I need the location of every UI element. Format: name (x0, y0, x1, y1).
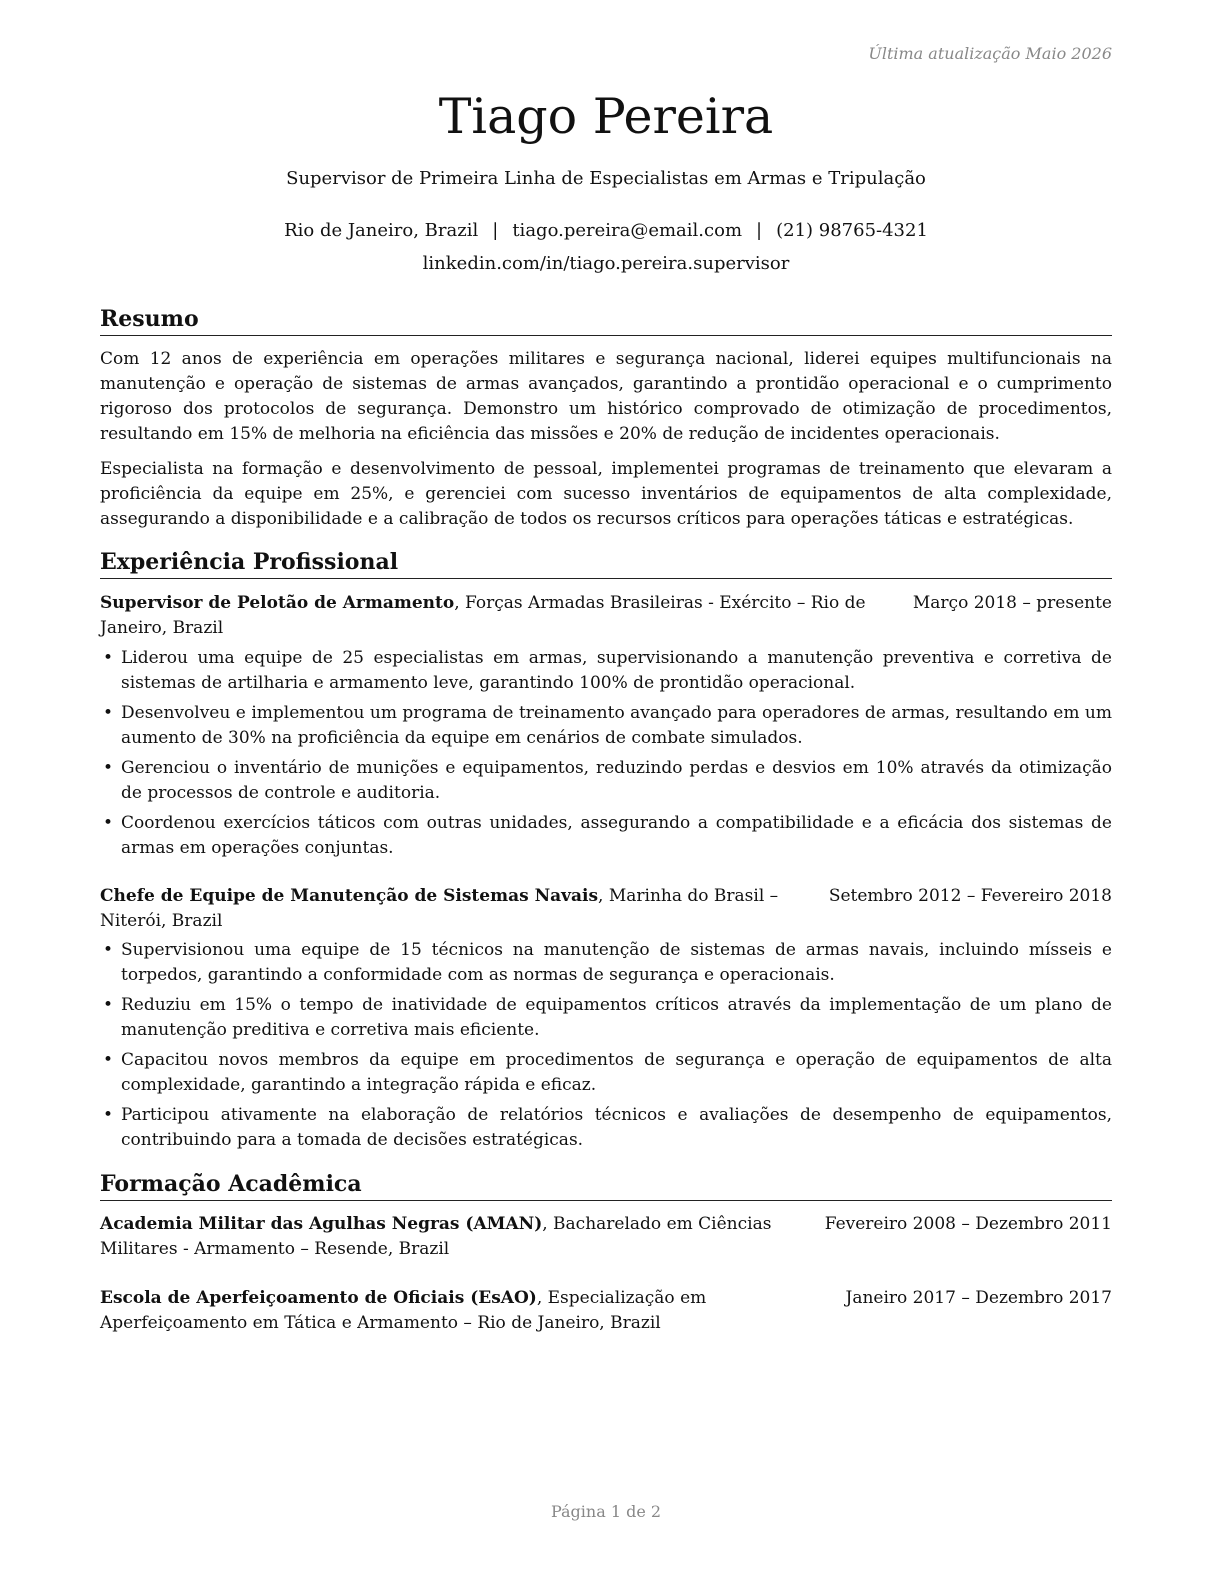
section-title-education: Formação Acadêmica (100, 1170, 1112, 1201)
list-item: • Desenvolveu e implementou um programa de treinamento avançado para operadores de armas, resultando em um aumento de 30% na proficiência da equipe em cenários de combate simulados. (103, 703, 1112, 748)
last-updated: Última atualização Maio 2026 (868, 44, 1112, 63)
job-dates: Setembro 2012 – Fevereiro 2018 (828, 886, 1112, 906)
contact-line (100, 220, 1112, 241)
section-title-summary: Resumo (100, 305, 1112, 336)
list-item: • Supervisionou uma equipe de 15 técnicos na manutenção de sistemas de armas navais, incluindo mísseis e torpedos, garantindo a conformidade com as normas de segurança e operacionais. (103, 940, 1112, 985)
list-item: • Coordenou exercícios táticos com outras unidades, assegurando a compatibilidade e a eficácia dos sistemas de armas em operações conjuntas. (103, 813, 1112, 858)
job-bullets (100, 938, 1112, 1158)
page-number: Página 1 de 2 (550, 1502, 662, 1521)
education-entry (100, 1212, 1112, 1262)
job-dates: Março 2018 – presente (912, 593, 1112, 613)
list-item: • Gerenciou o inventário de munições e equipamentos, reduzindo perdas e desvios em 10% através da otimização de processos de controle e auditoria. (103, 758, 1112, 803)
education-details: , Especialização em Aperfeiçoamento em Tática e Armamento – Rio de Janeiro, Brazil (100, 1288, 707, 1333)
bullet-icon: • (103, 995, 114, 1015)
education-school: Escola de Aperfeiçoamento de Oficiais (EsAO) (100, 1288, 537, 1308)
job-role: Chefe de Equipe de Manutenção de Sistemas Navais (100, 886, 599, 906)
bullet-icon: • (103, 1050, 114, 1070)
education-dates: Fevereiro 2008 – Dezembro 2011 (824, 1214, 1112, 1234)
education-dates: Janeiro 2017 – Dezembro 2017 (845, 1288, 1112, 1308)
list-item: • Reduziu em 15% o tempo de inatividade de equipamentos críticos através da implementação de um plano de manutenção preditiva e corretiva mais eficiente. (103, 995, 1112, 1040)
education-school: Academia Militar das Agulhas Negras (AMAN) (100, 1214, 543, 1234)
list-item: • Participou ativamente na elaboração de relatórios técnicos e avaliações de desempenho de equipamentos, contribuindo para a tomada de decisões estratégicas. (103, 1105, 1112, 1150)
list-item: • Capacitou novos membros da equipe em procedimentos de segurança e operação de equipamentos de alta complexidade, garantindo a integração rápida e eficaz. (103, 1050, 1112, 1095)
bullet-icon: • (103, 813, 114, 833)
bullet-icon: • (103, 1105, 114, 1125)
bullet-icon: • (103, 648, 114, 668)
email-link[interactable]: tiago.pereira@email.com (512, 220, 743, 241)
bullet-icon: • (103, 758, 114, 778)
job-details: , Forças Armadas Brasileiras - Exército – Rio de Janeiro, Brazil (100, 593, 866, 638)
job-role: Supervisor de Pelotão de Armamento (100, 593, 455, 613)
separator: | (756, 220, 763, 241)
headline: Supervisor de Primeira Linha de Especialistas em Armas e Tripulação (286, 168, 926, 189)
summary-paragraph: Especialista na formação e desenvolvimento de pessoal, implementei programas de treinamento que elevaram a proficiência da equipe em 25%, e gerenciei com sucesso inventários de equipamentos de alta complexidade, assegurando a disponibilidade e a calibração de todos os recursos críticos para operações táticas e estratégicas. (100, 459, 1112, 529)
bullet-icon: • (103, 940, 114, 960)
job-details: , Marinha do Brasil – Niterói, Brazil (100, 886, 779, 931)
phone: (21) 98765-4321 (776, 220, 928, 241)
summary-paragraph: Com 12 anos de experiência em operações militares e segurança nacional, liderei equipes multifuncionais na manutenção e operação de sistemas de armas avançados, garantindo a prontidão operacional e o cumprimento rigoroso dos protocolos de segurança. Demonstro um histórico comprovado de otimização de procedimentos, resultando em 15% de melhoria na eficiência das missões e 20% de redução de incidentes operacionais. (100, 349, 1112, 444)
separator: | (492, 220, 499, 241)
candidate-name: Tiago Pereira (438, 88, 774, 145)
education-details: , Bacharelado em Ciências Militares - Armamento – Resende, Brazil (100, 1214, 772, 1259)
job-header (100, 884, 1112, 934)
section-title-experience: Experiência Profissional (100, 548, 1112, 579)
location: Rio de Janeiro, Brazil (284, 220, 479, 241)
linkedin-link[interactable]: linkedin.com/in/tiago.pereira.supervisor (422, 253, 790, 274)
job-header (100, 591, 1112, 641)
bullet-icon: • (103, 703, 114, 723)
education-entry (100, 1286, 1112, 1336)
list-item: • Liderou uma equipe de 25 especialistas em armas, supervisionando a manutenção preventiva e corretiva de sistemas de artilharia e armamento leve, garantindo 100% de prontidão operacional. (103, 648, 1112, 693)
job-bullets (100, 646, 1112, 866)
